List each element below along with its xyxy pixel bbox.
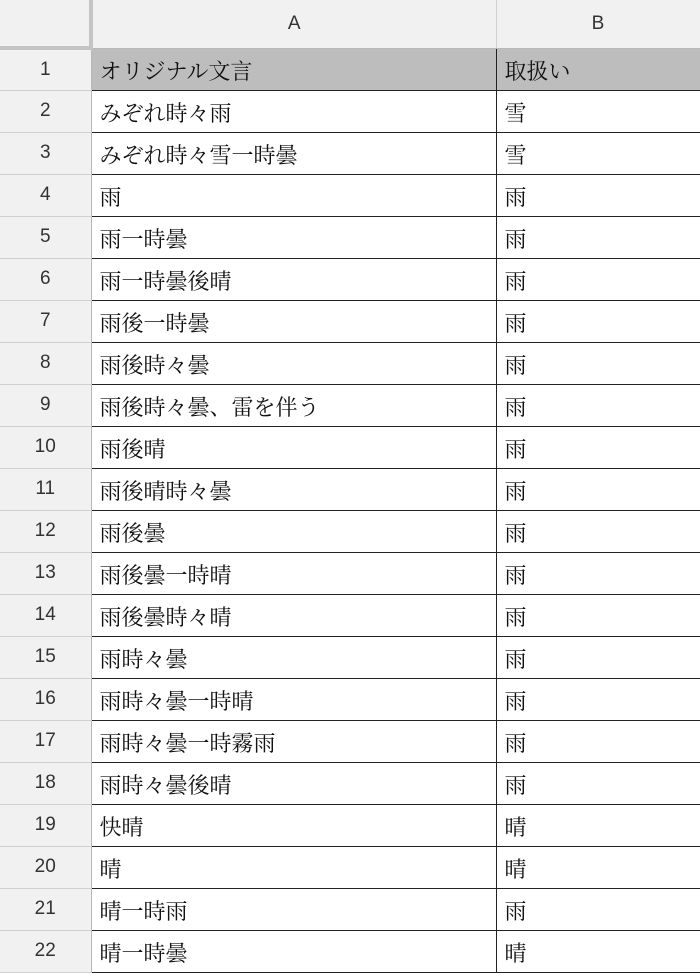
row-header[interactable]: 15 [0,636,91,678]
row-header[interactable]: 20 [0,846,91,888]
grid-body [0,48,700,972]
cell-b[interactable]: 雨 [496,174,700,216]
table-row [0,426,700,468]
cell-b[interactable]: 雨 [496,384,700,426]
row-header[interactable]: 17 [0,720,91,762]
cell-b[interactable]: 雨 [496,468,700,510]
cell-a[interactable]: みぞれ時々雨 [91,90,496,132]
row-header[interactable]: 19 [0,804,91,846]
cell-a[interactable]: 雨一時曇 [91,216,496,258]
cell-a[interactable]: 雨後一時曇 [91,300,496,342]
cell-b[interactable]: 雨 [496,216,700,258]
row-header[interactable]: 13 [0,552,91,594]
column-header-row [0,0,700,48]
row-header[interactable]: 9 [0,384,91,426]
row-header[interactable]: 7 [0,300,91,342]
table-row [0,468,700,510]
row-header[interactable]: 12 [0,510,91,552]
row-header[interactable]: 14 [0,594,91,636]
cell-b[interactable]: 雨 [496,636,700,678]
cell-b[interactable]: 取扱い [496,48,700,90]
cell-b[interactable]: 雨 [496,888,700,930]
cell-a[interactable]: 晴 [91,846,496,888]
cell-a[interactable]: 雨後晴 [91,426,496,468]
cell-b[interactable]: 晴 [496,804,700,846]
cell-b[interactable]: 雨 [496,552,700,594]
table-row [0,216,700,258]
cell-a[interactable]: 雨後時々曇 [91,342,496,384]
cell-b[interactable]: 晴 [496,930,700,972]
cell-b[interactable]: 雨 [496,426,700,468]
cell-a[interactable]: みぞれ時々雪一時曇 [91,132,496,174]
cell-b[interactable]: 雨 [496,720,700,762]
cell-a[interactable]: 雨一時曇後晴 [91,258,496,300]
table-row [0,804,700,846]
cell-a[interactable]: 雨時々曇一時霧雨 [91,720,496,762]
column-header-a[interactable]: A [91,0,496,48]
cell-a[interactable]: 雨後晴時々曇 [91,468,496,510]
table-row [0,594,700,636]
column-header-b[interactable]: B [496,0,700,48]
cell-b[interactable]: 晴 [496,846,700,888]
cell-a[interactable]: オリジナル文言 [91,48,496,90]
cell-a[interactable]: 雨後時々曇、雷を伴う [91,384,496,426]
cell-a[interactable]: 雨時々曇後晴 [91,762,496,804]
row-header[interactable]: 8 [0,342,91,384]
table-row [0,510,700,552]
cell-b[interactable]: 雪 [496,90,700,132]
table-row [0,174,700,216]
row-header[interactable]: 22 [0,930,91,972]
table-row [0,762,700,804]
cell-a[interactable]: 晴一時曇 [91,930,496,972]
cell-b[interactable]: 雨 [496,762,700,804]
row-header[interactable]: 21 [0,888,91,930]
cell-a[interactable]: 雨後曇時々晴 [91,594,496,636]
cell-a[interactable]: 雨時々曇 [91,636,496,678]
table-row [0,258,700,300]
table-row [0,132,700,174]
cell-b[interactable]: 雨 [496,594,700,636]
table-row [0,384,700,426]
row-header[interactable]: 4 [0,174,91,216]
table-row [0,720,700,762]
row-header[interactable]: 1 [0,48,91,90]
table-row [0,678,700,720]
table-row [0,552,700,594]
table-row [0,300,700,342]
cell-b[interactable]: 雨 [496,678,700,720]
table-row [0,888,700,930]
row-header[interactable]: 10 [0,426,91,468]
cell-a[interactable]: 晴一時雨 [91,888,496,930]
cell-b[interactable]: 雨 [496,510,700,552]
row-header[interactable]: 16 [0,678,91,720]
cell-b[interactable]: 雪 [496,132,700,174]
row-header[interactable]: 6 [0,258,91,300]
row-header[interactable]: 3 [0,132,91,174]
cell-b[interactable]: 雨 [496,300,700,342]
row-header[interactable]: 5 [0,216,91,258]
table-row [0,342,700,384]
cell-a[interactable]: 雨時々曇一時晴 [91,678,496,720]
table-row [0,48,700,90]
row-header[interactable]: 18 [0,762,91,804]
cell-b[interactable]: 雨 [496,342,700,384]
cell-a[interactable]: 雨 [91,174,496,216]
table-row [0,930,700,972]
select-all-corner[interactable] [0,0,91,48]
table-row [0,846,700,888]
cell-a[interactable]: 雨後曇 [91,510,496,552]
row-header[interactable]: 11 [0,468,91,510]
table-row [0,636,700,678]
table-row [0,90,700,132]
row-header[interactable]: 2 [0,90,91,132]
cell-a[interactable]: 快晴 [91,804,496,846]
cell-b[interactable]: 雨 [496,258,700,300]
cell-a[interactable]: 雨後曇一時晴 [91,552,496,594]
